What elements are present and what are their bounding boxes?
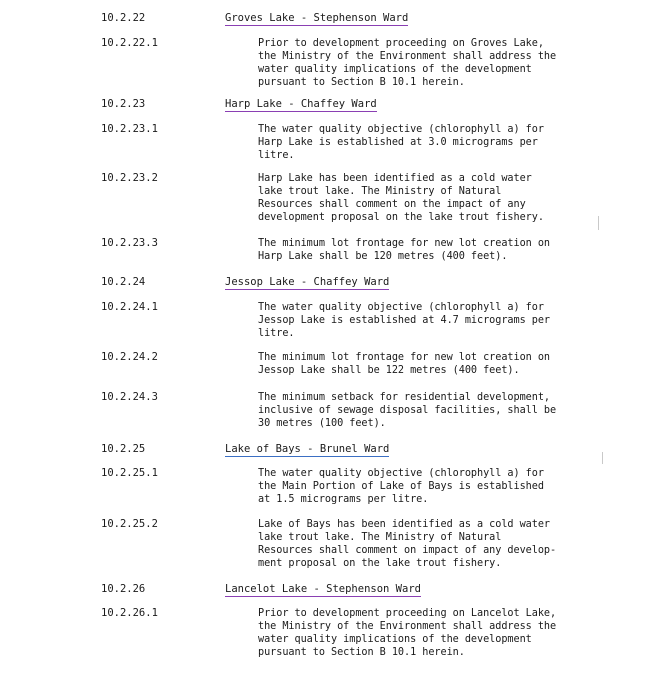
section-title: Harp Lake - Chaffey Ward [225,98,377,110]
clause-text-line: Lake of Bays has been identified as a cold water [258,519,551,530]
section-title: Jessop Lake - Chaffey Ward [225,276,390,288]
section-number: 10.2.23 [101,98,146,110]
section-number: 10.2.24 [101,276,146,288]
clause-text-line: The minimum lot frontage for new lot creation on [258,238,551,249]
scan-artifact [602,452,603,464]
clause-text-line: litre. [258,328,295,339]
section-title: Lake of Bays - Brunel Ward [225,443,390,455]
clause-text-line: Resources shall comment on impact of any develop- [258,545,557,556]
clause-text-line: the Ministry of the Environment shall address the [258,621,557,632]
clause-number: 10.2.23.1 [101,123,158,135]
section-title: Lancelot Lake - Stephenson Ward [225,583,421,595]
clause-text-line: pursuant to Section B 10.1 herein. [258,77,465,88]
section-number: 10.2.22 [101,12,146,24]
clause-text-line: pursuant to Section B 10.1 herein. [258,647,465,658]
clause-text-line: lake trout lake. The Ministry of Natural [258,186,502,197]
clause-text-line: development proposal on the lake trout fishery. [258,212,544,223]
clause-text-line: The water quality objective (chlorophyll a) for [258,302,544,313]
clause-number: 10.2.23.2 [101,172,158,184]
clause-text-line: Prior to development proceeding on Groves Lake, [258,38,544,49]
scan-artifact [598,216,599,230]
section-title: Groves Lake - Stephenson Ward [225,12,409,24]
clause-text-line: water quality implications of the development [258,64,532,75]
clause-number: 10.2.23.3 [101,237,158,249]
clause-number: 10.2.25.1 [101,467,158,479]
clause-text-line: litre. [258,150,295,161]
clause-text-line: ment proposal on the lake trout fishery. [258,558,502,569]
clause-text-line: at 1.5 micrograms per litre. [258,494,429,505]
clause-text-line: inclusive of sewage disposal facilities, shall be [258,405,557,416]
clause-number: 10.2.24.2 [101,351,158,363]
clause-text-line: The water quality objective (chlorophyll a) for [258,124,544,135]
clause-text-line: Jessop Lake shall be 122 metres (400 feet). [258,365,520,376]
clause-number: 10.2.26.1 [101,607,158,619]
clause-number: 10.2.25.2 [101,518,158,530]
section-number: 10.2.25 [101,443,146,455]
clause-text-line: The minimum lot frontage for new lot creation on [258,352,551,363]
clause-text-line: the Ministry of the Environment shall address the [258,51,557,62]
clause-text-line: The minimum setback for residential development, [258,392,551,403]
clause-number: 10.2.24.3 [101,391,158,403]
clause-text-line: Resources shall comment on the impact of any [258,199,526,210]
clause-text-line: the Main Portion of Lake of Bays is established [258,481,544,492]
clause-text-line: The water quality objective (chlorophyll a) for [258,468,544,479]
clause-text-line: Harp Lake shall be 120 metres (400 feet). [258,251,508,262]
clause-text-line: lake trout lake. The Ministry of Natural [258,532,502,543]
clause-text-line: Jessop Lake is established at 4.7 micrograms per [258,315,551,326]
clause-text-line: Harp Lake has been identified as a cold water [258,173,532,184]
clause-number: 10.2.24.1 [101,301,158,313]
clause-number: 10.2.22.1 [101,37,158,49]
section-number: 10.2.26 [101,583,146,595]
clause-text-line: water quality implications of the development [258,634,532,645]
clause-text-line: Harp Lake is established at 3.0 micrograms per [258,137,538,148]
clause-text-line: Prior to development proceeding on Lancelot Lake, [258,608,557,619]
clause-text-line: 30 metres (100 feet). [258,418,386,429]
